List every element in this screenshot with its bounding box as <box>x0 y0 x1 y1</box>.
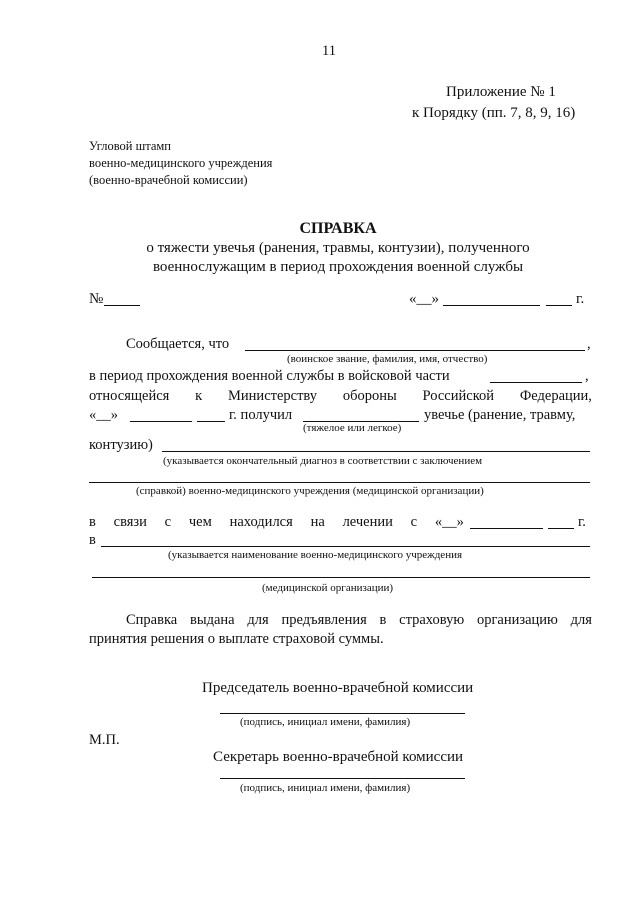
caption-org: (медицинской организации) <box>262 582 394 594</box>
date-year-suffix: г. <box>576 291 585 307</box>
secretary-signature-line <box>220 778 465 779</box>
appendix-line-2: к Порядку (пп. 7, 8, 9, 16) <box>412 105 576 121</box>
chairman-label: Председатель военно-врачебной комиссии <box>202 680 474 696</box>
contusion-label: контузию) <box>89 437 153 453</box>
caption-diagnosis: (указывается окончательный диагноз в соответствии с заключением <box>163 455 483 467</box>
word: «__» <box>434 514 464 530</box>
number-label: № <box>89 291 104 307</box>
caption-severity: (тяжелое или легкое) <box>303 422 402 434</box>
reports-that-label: Сообщается, что <box>126 336 230 352</box>
issued-line-2: принятия решения о выплате страховой суммы. <box>89 631 384 647</box>
word: относящейся <box>89 388 170 404</box>
secretary-label: Секретарь военно-врачебной комиссии <box>213 749 464 765</box>
treatment-year-suffix: г. <box>578 514 586 530</box>
belonging-line <box>89 389 592 404</box>
word: страховую <box>399 612 465 628</box>
word: Справка <box>126 612 178 628</box>
injury-label: увечье (ранение, травму, <box>424 407 576 423</box>
word: связи <box>113 514 147 530</box>
institution-blank <box>101 546 590 547</box>
word: предъявления <box>281 612 367 628</box>
document-title: СПРАВКА <box>299 220 377 237</box>
word: Российской <box>422 388 495 404</box>
word: для <box>247 612 269 628</box>
word: организацию <box>476 612 558 628</box>
date-month-blank <box>443 305 540 306</box>
comma-2: , <box>585 368 589 384</box>
word: с <box>410 514 418 530</box>
heading-line-2: военнослужащим в период прохождения военной службы <box>152 259 524 275</box>
injury-month-blank <box>130 421 192 422</box>
received-label: г. получил <box>229 407 293 423</box>
treatment-year-blank <box>548 528 574 529</box>
word: выдана <box>190 612 235 628</box>
caption-certificate: (справкой) военно-медицинского учреждения (медицинской организации) <box>136 485 484 497</box>
caption-rank: (воинское звание, фамилия, имя, отчество) <box>287 353 488 365</box>
date-day-quotes: «__» <box>409 291 439 307</box>
word: Министерству <box>228 388 318 404</box>
treatment-month-blank <box>470 528 543 529</box>
word: находился <box>229 514 293 530</box>
appendix-line-1: Приложение № 1 <box>446 84 556 100</box>
word: в <box>379 612 387 628</box>
injury-year-blank <box>197 421 225 422</box>
period-line: в период прохождения военной службы в войсковой части <box>89 368 450 384</box>
word: с <box>164 514 172 530</box>
word: Федерации, <box>519 388 592 404</box>
word: лечении <box>342 514 393 530</box>
stamp-line-1: Угловой штамп <box>89 139 172 153</box>
injury-date-quotes: «__» <box>89 407 118 423</box>
word: к <box>195 388 203 404</box>
institution-blank-2 <box>92 577 590 578</box>
comma: , <box>587 336 591 352</box>
word: в <box>89 514 96 530</box>
diagnosis-blank <box>162 451 590 452</box>
unit-blank <box>490 382 582 383</box>
stamp-line-2: военно-медицинского учреждения <box>89 156 273 170</box>
in-label: в <box>89 532 96 548</box>
number-blank <box>104 305 140 306</box>
word: для <box>570 612 592 628</box>
caption-institution: (указывается наименование военно-медицинского учреждения <box>168 549 463 561</box>
caption-signature-1: (подпись, инициал имени, фамилия) <box>240 716 411 728</box>
stamp-line-3: (военно-врачебной комиссии) <box>89 173 248 187</box>
seal-label: М.П. <box>89 732 120 748</box>
date-year-blank <box>546 305 572 306</box>
heading-line-1: о тяжести увечья (ранения, травмы, контузии), полученного <box>146 240 530 256</box>
word: обороны <box>342 388 397 404</box>
word: на <box>310 514 325 530</box>
rank-name-blank <box>245 350 585 351</box>
page-number: 11 <box>322 43 336 59</box>
diagnosis-blank-2 <box>89 482 590 483</box>
word: чем <box>188 514 212 530</box>
caption-signature-2: (подпись, инициал имени, фамилия) <box>240 782 411 794</box>
treatment-line <box>89 515 464 530</box>
chairman-signature-line <box>220 713 465 714</box>
issued-line-1 <box>126 613 592 628</box>
